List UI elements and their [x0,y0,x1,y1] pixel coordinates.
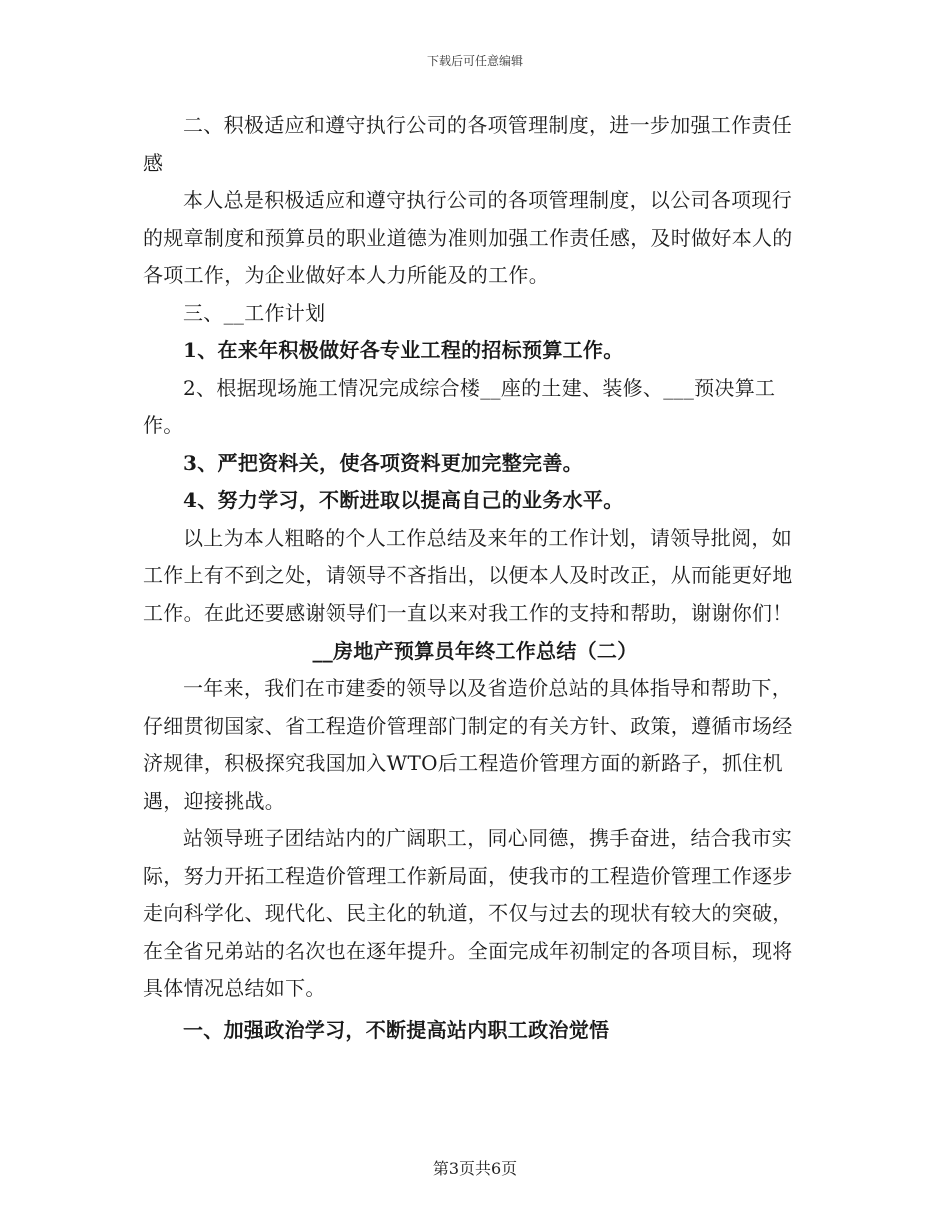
section-heading: 一、加强政治学习，不断提高站内职工政治觉悟 [183,1017,610,1042]
page-number: 第3页共6页 [432,1159,518,1178]
paragraph: 一年来，我们在市建委的领导以及省造价总站的具体指导和帮助下，仔细贯彻国家、省工程造价管理部门制定的有关方针、政策，遵循市场经济规律，积极探究我国加入WTO后工程造价管理方面的新路子，抓住机遇，迎接挑战。 [143,676,793,813]
document-title: __房地产预算员年终工作总结（二） [312,639,638,663]
paragraph: 本人总是积极适应和遵守执行公司的各项管理制度，以公司各项现行的规章制度和预算员的职业道德为准则加强工作责任感，及时做好本人的各项工作，为企业做好本人力所能及的工作。 [143,188,793,287]
page-header: 下载后可任意编辑 [426,54,523,68]
paragraph: 站领导班子团结站内的广阔职工，同心同德，携手奋进，结合我市实际，努力开拓工程造价管理工作新局面，使我市的工程造价管理工作逐步走向科学化、现代化、民主化的轨道，不仅与过去的现状有较大的突破，在全省兄弟站的名次也在逐年提升。全面完成年初制定的各项目标，现将具体情况总结如下。 [143,826,793,1000]
plan-item: 2、根据现场施工情况完成综合楼__座的土建、装修、___预决算工作。 [143,375,776,437]
paragraph: 以上为本人粗略的个人工作总结及来年的工作计划，请领导批阅，如工作上有不到之处，请领导不吝指出，以便本人及时改正，从而能更好地工作。在此还要感谢领导们一直以来对我工作的支持和帮助，谢谢你们！ [143,525,793,625]
document-body [143,107,807,1049]
section-heading: 二、积极适应和遵守执行公司的各项管理制度，进一步加强工作责任感 [143,113,792,175]
section-heading: 三、__工作计划 [183,300,326,325]
plan-item: 4、努力学习，不断进取以提高自己的业务水平。 [183,488,624,512]
plan-item: 1、在来年积极做好各专业工程的招标预算工作。 [183,338,624,362]
plan-item: 3、严把资料关，使各项资料更加完整完善。 [183,450,583,475]
